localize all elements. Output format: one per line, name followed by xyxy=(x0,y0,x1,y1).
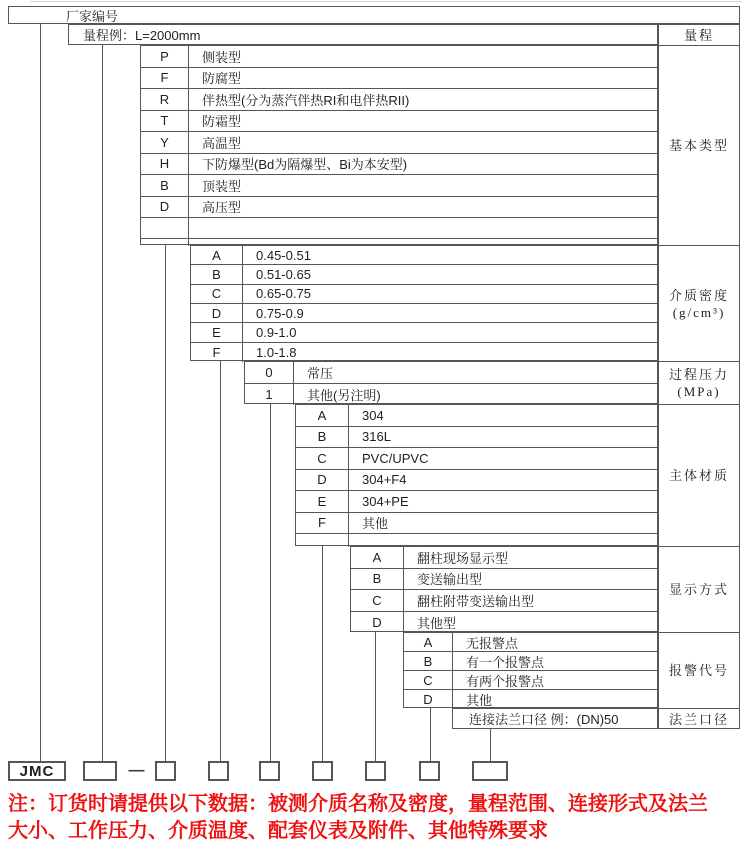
code-box-material xyxy=(312,761,333,781)
code-cell: A xyxy=(191,246,243,264)
table-row-B xyxy=(191,265,657,284)
alarm-code-table xyxy=(403,632,658,708)
table-row-B xyxy=(404,652,657,671)
code-box-range xyxy=(83,761,117,781)
category-label-line: 法兰口径 xyxy=(668,712,729,727)
category-label-cell xyxy=(659,405,739,547)
code-cell: 0 xyxy=(245,362,294,383)
connector-line-density xyxy=(220,361,221,761)
code-cell: B xyxy=(296,427,349,448)
category-label-line: 基本类型 xyxy=(668,138,729,153)
code-box-basic-type xyxy=(155,761,176,781)
table-row-0 xyxy=(245,362,657,384)
code-cell: P xyxy=(141,46,189,67)
table-row-D xyxy=(404,690,657,709)
connector-line-manufacturer xyxy=(40,24,41,761)
table-row-A xyxy=(191,246,657,265)
table-row-F xyxy=(191,343,657,362)
category-label-line: 介质密度 xyxy=(668,287,729,303)
description-cell: 304 xyxy=(362,407,384,423)
description-cell: 变送输出型 xyxy=(417,572,483,588)
category-label-cell xyxy=(659,46,739,246)
table-row-H xyxy=(141,154,657,176)
description-cell: 侧装型 xyxy=(202,49,242,65)
manufacturer-code-row xyxy=(8,6,740,24)
description-cell: 无报警点 xyxy=(466,635,519,651)
connector-line-flange xyxy=(490,729,491,761)
table-row-C xyxy=(296,448,657,470)
table-row-B xyxy=(141,175,657,197)
description-cell: 0.9-1.0 xyxy=(256,324,297,340)
dash-separator: — xyxy=(128,762,145,779)
code-cell: T xyxy=(141,111,189,132)
code-cell: F xyxy=(191,343,243,362)
code-cell: D xyxy=(404,690,453,709)
category-label-line: 量程 xyxy=(683,27,714,43)
code-cell: C xyxy=(351,590,404,611)
table-row xyxy=(453,709,657,728)
table-row-C xyxy=(404,671,657,690)
table-row-B xyxy=(351,569,657,591)
code-cell: E xyxy=(296,491,349,512)
table-row-D xyxy=(191,304,657,323)
category-label-line: (MPa) xyxy=(677,384,721,399)
description-cell: 防霜型 xyxy=(202,114,242,130)
category-label-cell xyxy=(659,633,739,709)
description-cell: 下防爆型(Bd为隔爆型、Bi为本安型) xyxy=(202,157,408,173)
code-cell: B xyxy=(191,265,243,283)
ordering-note-line2: 大小、工作压力、介质温度、配套仪表及附件、其他特殊要求 xyxy=(8,820,548,842)
category-label-cell xyxy=(659,25,739,46)
model-prefix-label: JMC xyxy=(19,762,55,780)
code-cell: B xyxy=(351,569,404,590)
table-row-D xyxy=(141,197,657,219)
category-label-line: 报警代号 xyxy=(668,663,729,678)
table-row-R xyxy=(141,89,657,111)
description-cell: 防腐型 xyxy=(202,71,242,87)
code-cell: A xyxy=(351,547,404,568)
code-cell: D xyxy=(191,304,243,322)
description-cell: 316L xyxy=(362,429,391,445)
medium-density-table xyxy=(190,245,658,361)
code-box-pressure xyxy=(259,761,280,781)
code-cell: B xyxy=(141,175,189,196)
category-label-column xyxy=(658,24,740,729)
code-cell: H xyxy=(141,154,189,175)
process-pressure-table xyxy=(244,361,658,404)
code-cell: D xyxy=(351,612,404,634)
code-box-display xyxy=(365,761,386,781)
table-row-Y xyxy=(141,132,657,154)
connector-line-material xyxy=(322,546,323,761)
table-row-A xyxy=(351,547,657,569)
table-row-T xyxy=(141,111,657,133)
code-cell: F xyxy=(296,513,349,534)
category-label-line: 主体材质 xyxy=(668,468,729,483)
description-cell: 0.75-0.9 xyxy=(256,305,304,321)
description-cell: 翻柱附带变送输出型 xyxy=(417,593,535,609)
code-cell xyxy=(296,534,349,547)
table-row-D xyxy=(351,612,657,634)
range-example-label: 量程例：L=2000mm xyxy=(83,28,201,43)
description-cell: 高温型 xyxy=(202,135,242,151)
code-cell: R xyxy=(141,89,189,110)
category-label-line: (g/cm³) xyxy=(672,304,726,320)
ordering-note-line1: 注：订货时请提供以下数据：被测介质名称及密度，量程范围、连接形式及法兰 xyxy=(8,793,708,815)
code-cell: D xyxy=(141,197,189,218)
category-label-line: 显示方式 xyxy=(668,582,729,597)
code-box-alarm xyxy=(419,761,440,781)
description-cell: 304+PE xyxy=(362,493,409,509)
description-cell: 有两个报警点 xyxy=(466,673,545,689)
table-row-A xyxy=(296,405,657,427)
code-box-flange xyxy=(472,761,508,781)
code-cell: C xyxy=(296,448,349,469)
description-cell: 高压型 xyxy=(202,200,242,216)
description-cell: PVC/UPVC xyxy=(362,450,429,466)
top-hairline xyxy=(30,1,742,2)
description-cell: 0.51-0.65 xyxy=(256,266,311,282)
description-cell: 1.0-1.8 xyxy=(256,344,297,360)
table-row-F xyxy=(296,513,657,535)
description-cell xyxy=(189,218,657,238)
flange-size-table xyxy=(452,708,658,729)
model-prefix-box xyxy=(8,761,66,781)
table-row xyxy=(141,218,657,239)
description-cell: 连接法兰口径 例：(DN)50 xyxy=(469,712,619,727)
body-material-table xyxy=(295,404,658,546)
category-label-cell xyxy=(659,362,739,405)
description-cell: 其他 xyxy=(466,693,493,708)
category-label-cell xyxy=(659,246,739,362)
code-cell: 1 xyxy=(245,384,294,406)
description-cell: 伴热型(分为蒸汽伴热RI和电伴热RII) xyxy=(202,92,410,108)
description-cell: 翻柱现场显示型 xyxy=(417,550,509,566)
code-cell: D xyxy=(296,470,349,491)
code-cell: F xyxy=(141,68,189,89)
basic-type-table xyxy=(140,45,658,245)
code-box-density xyxy=(208,761,229,781)
code-cell xyxy=(141,218,189,238)
table-row-P xyxy=(141,46,657,68)
category-label-cell xyxy=(659,709,739,730)
code-cell: C xyxy=(404,671,453,689)
description-cell: 有一个报警点 xyxy=(466,654,545,670)
description-cell: 304+F4 xyxy=(362,472,407,488)
code-cell: Y xyxy=(141,132,189,153)
connector-line-pressure xyxy=(270,404,271,761)
description-cell: 常压 xyxy=(307,365,334,381)
description-cell: 其他 xyxy=(362,516,389,532)
connector-line-basic-type xyxy=(165,245,166,761)
table-row-E xyxy=(296,491,657,513)
table-row-B xyxy=(296,427,657,449)
connector-line-range xyxy=(102,45,103,761)
description-cell: 其他(另注明) xyxy=(307,387,381,403)
code-cell: A xyxy=(404,633,453,651)
code-cell: E xyxy=(191,323,243,341)
table-row-1 xyxy=(245,384,657,406)
table-row-C xyxy=(191,285,657,304)
table-row-F xyxy=(141,68,657,90)
category-label-line: 过程压力 xyxy=(668,367,729,382)
code-cell: B xyxy=(404,652,453,670)
code-cell: A xyxy=(296,405,349,426)
table-row-E xyxy=(191,323,657,342)
manufacturer-code-label: 厂家编号 xyxy=(66,8,119,24)
category-label-cell xyxy=(659,547,739,633)
description-cell: 其他型 xyxy=(417,615,457,631)
description-cell: 0.65-0.75 xyxy=(256,286,311,302)
description-cell: 顶装型 xyxy=(202,178,242,194)
connector-line-alarm xyxy=(430,708,431,761)
ordering-note xyxy=(8,791,744,845)
connector-line-display xyxy=(375,632,376,761)
table-row-D xyxy=(296,470,657,492)
code-cell: C xyxy=(191,285,243,303)
range-example-row xyxy=(68,24,658,45)
code-cell xyxy=(141,239,189,246)
table-row-C xyxy=(351,590,657,612)
description-cell: 0.45-0.51 xyxy=(256,247,311,263)
display-mode-table xyxy=(350,546,658,632)
table-row-A xyxy=(404,633,657,652)
